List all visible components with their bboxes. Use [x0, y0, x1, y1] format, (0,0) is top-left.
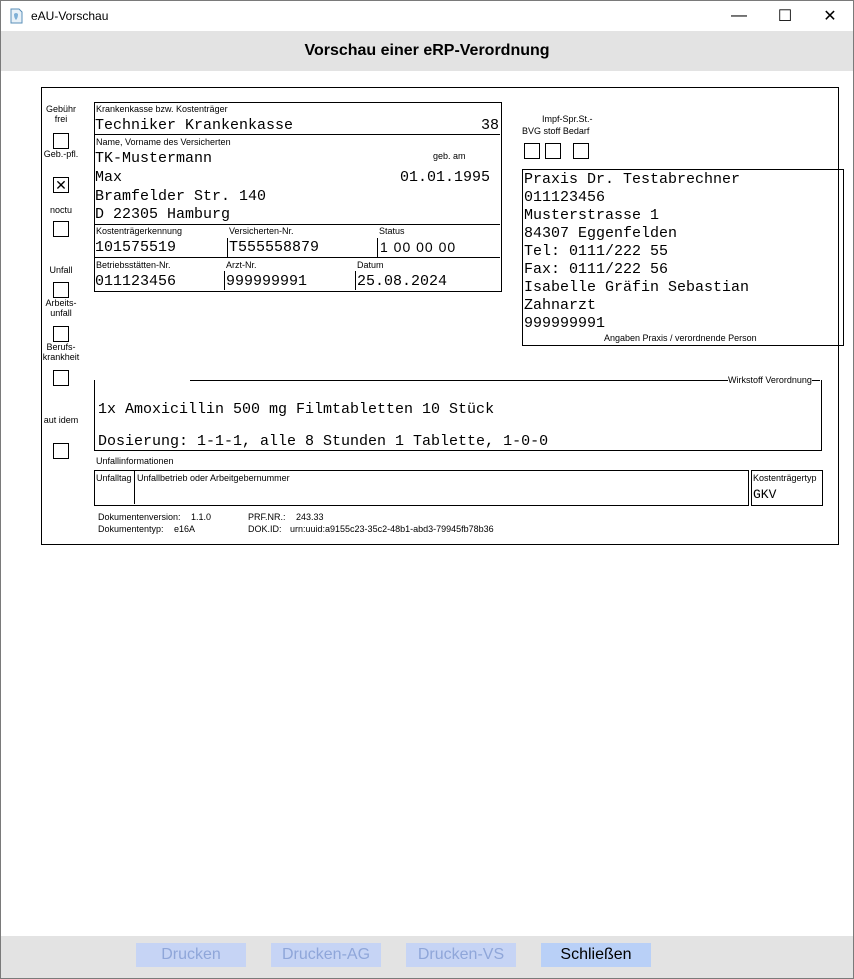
- arbeitsunfall-label: Arbeits-unfall: [45, 298, 77, 318]
- practice-line: Tel: 0111/222 55: [524, 243, 669, 260]
- docver-value: 1.1.0: [191, 512, 212, 522]
- aut-idem-label: aut idem: [43, 415, 79, 425]
- prf-label: PRF.NR.:: [248, 512, 286, 522]
- berufskrankheit-checkbox: [53, 370, 69, 386]
- app-icon: [9, 8, 23, 24]
- prf-value: 243.33: [296, 512, 324, 522]
- divider: [227, 238, 228, 257]
- kasse-nr-value: 38: [481, 117, 500, 134]
- divider: [190, 380, 820, 381]
- drug-line: 1x Amoxicillin 500 mg Filmtabletten 10 Stück: [98, 401, 495, 418]
- page-title: Vorschau einer eRP-Verordnung: [304, 42, 550, 59]
- lastname-value: TK-Mustermann: [95, 150, 213, 167]
- kt-label: Kostenträgerkennung: [96, 226, 183, 236]
- dokid-label: DOK.ID:: [248, 524, 282, 534]
- birthdate-value: 01.01.1995: [400, 169, 491, 186]
- maximize-button[interactable]: [762, 1, 808, 30]
- maximize-icon: ☐: [777, 7, 793, 25]
- vnr-label: Versicherten-Nr.: [229, 226, 294, 236]
- practice-caption: Angaben Praxis / verordnende Person: [604, 333, 757, 343]
- doctyp-value: e16A: [174, 524, 196, 534]
- practice-line: Zahnarzt: [524, 297, 597, 314]
- betrieb-label: Unfallbetrieb oder Arbeitgebernummer: [137, 473, 290, 483]
- geb-pfl-checkbox: [53, 177, 69, 193]
- wirkstoff-label: Wirkstoff Verordnung: [728, 375, 812, 385]
- kt-typ-label: Kostenträgertyp: [753, 473, 817, 483]
- kasse-label: Krankenkasse bzw. Kostenträger: [96, 104, 228, 114]
- window-title: eAU-Vorschau: [31, 9, 109, 23]
- divider: [377, 238, 378, 257]
- divider: [94, 257, 500, 258]
- minimize-icon: —: [731, 6, 747, 24]
- docver-label: Dokumentenversion:: [98, 512, 181, 522]
- status-value: 1 00 00 00: [380, 239, 457, 255]
- city-value: D 22305 Hamburg: [95, 206, 231, 223]
- datum-label: Datum: [357, 260, 384, 270]
- bvg-checkbox: [524, 143, 540, 159]
- divider: [94, 134, 500, 135]
- unfalltag-label: Unfalltag: [96, 473, 132, 483]
- close-icon: ✕: [823, 7, 837, 25]
- print-vs-button[interactable]: Drucken-VS: [406, 943, 516, 967]
- close-dialog-button[interactable]: Schließen: [541, 943, 651, 967]
- geb-label: geb. am: [433, 151, 466, 161]
- bvg-label: BVG stoff Bedarf: [522, 126, 590, 136]
- noctu-checkbox: [53, 221, 69, 237]
- print-ag-button[interactable]: Drucken-AG: [271, 943, 381, 967]
- arzt-label: Arzt-Nr.: [226, 260, 257, 270]
- aut-idem-checkbox: [53, 443, 69, 459]
- accident-title: Unfallinformationen: [96, 456, 174, 466]
- divider: [94, 224, 500, 225]
- bsnr-label: Betriebsstätten-Nr.: [96, 260, 171, 270]
- doctyp-label: Dokumententyp:: [98, 524, 164, 534]
- status-label: Status: [379, 226, 405, 236]
- dosage-line: Dosierung: 1-1-1, alle 8 Stunden 1 Tablette, 1-0-0: [98, 433, 549, 450]
- berufskrankheit-label: Berufs-krankheit: [42, 342, 80, 362]
- arzt-value: 999999991: [226, 273, 308, 290]
- check-cross-icon: ✕: [55, 177, 67, 193]
- print-button[interactable]: Drucken: [136, 943, 246, 967]
- name-label: Name, Vorname des Versicherten: [96, 137, 231, 147]
- geb-pfl-label: Geb.-pfl.: [43, 149, 79, 159]
- arbeitsunfall-checkbox: [53, 326, 69, 342]
- firstname-value: Max: [95, 169, 123, 186]
- unfall-checkbox: [53, 282, 69, 298]
- practice-line: 84307 Eggenfelden: [524, 225, 678, 242]
- kasse-value: Techniker Krankenkasse: [95, 117, 294, 134]
- divider: [355, 271, 356, 290]
- bedarf-checkbox: [573, 143, 589, 159]
- gebuehr-frei-label: Gebühr frei: [45, 104, 77, 124]
- practice-line: Praxis Dr. Testabrechner: [524, 171, 741, 188]
- divider: [134, 470, 135, 504]
- noctu-label: noctu: [49, 205, 73, 215]
- practice-line: 011123456: [524, 189, 606, 206]
- kt-typ-value: GKV: [753, 487, 777, 502]
- impfstoff-checkbox: [545, 143, 561, 159]
- close-button[interactable]: [807, 1, 853, 30]
- kt-value: 101575519: [95, 239, 177, 256]
- practice-line: 999999991: [524, 315, 606, 332]
- divider: [224, 271, 225, 290]
- header-band: [1, 31, 853, 71]
- vnr-value: T555558879: [229, 239, 320, 256]
- gebuehr-frei-checkbox: [53, 133, 69, 149]
- street-value: Bramfelder Str. 140: [95, 188, 267, 205]
- minimize-button[interactable]: [716, 1, 762, 30]
- bsnr-value: 011123456: [95, 273, 177, 290]
- impf-label: Impf-Spr.St.-: [542, 114, 593, 124]
- practice-line: Fax: 0111/222 56: [524, 261, 669, 278]
- practice-line: Musterstrasse 1: [524, 207, 660, 224]
- dokid-value: urn:uuid:a9155c23-35c2-48b1-abd3-79945fb78b36: [290, 524, 494, 534]
- unfall-label: Unfall: [49, 265, 73, 275]
- practice-line: Isabelle Gräfin Sebastian: [524, 279, 750, 296]
- datum-value: 25.08.2024: [357, 273, 448, 290]
